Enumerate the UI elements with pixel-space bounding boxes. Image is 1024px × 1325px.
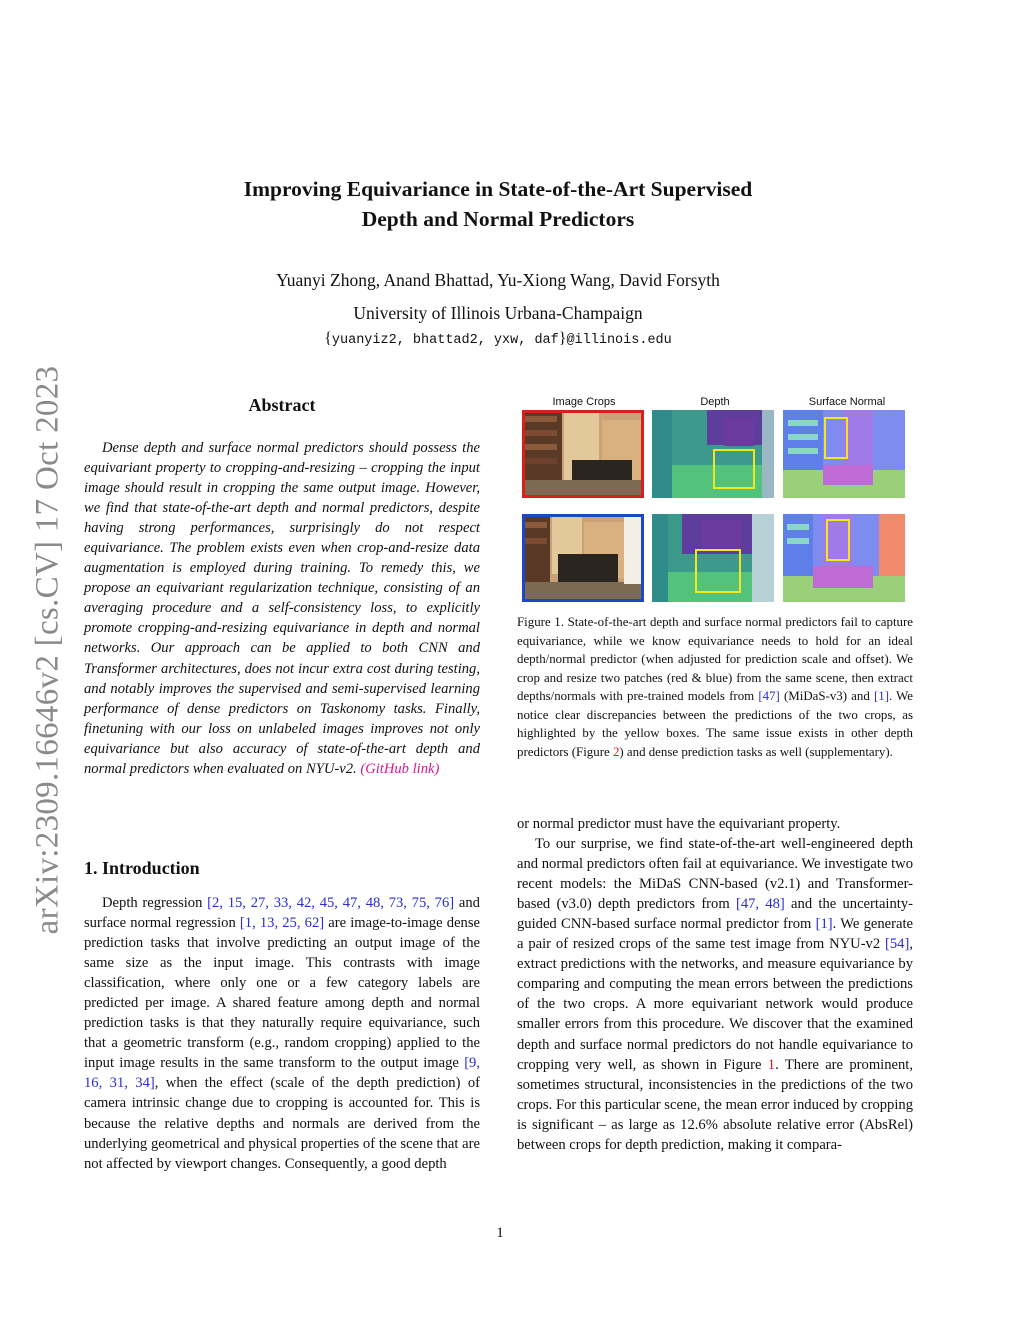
- github-link[interactable]: (GitHub link): [360, 760, 440, 777]
- citation-link[interactable]: [2, 15, 27, 33, 42, 45, 47, 48, 73, 75, 76]: [207, 895, 455, 911]
- figure-1-caption: Figure 1. State-of-the-art depth and surface normal predictors fail to capture equivariance, while we know equivariance needs to hold for an ideal depth/normal predictor (when adjusted for prediction scale and offset). We crop and resize two patches (red & blue) from the same scene, then extract depths/normals with pre-trained models from [47] (MiDaS-v3) and [1]. We notice clear discrepancies between the predictions of the two crops, as highlighted by the yellow boxes. The same issue exists in other depth predictors (Figure 2) and dense prediction tasks as well (supplementary).: [517, 615, 913, 759]
- depth-map-red: [652, 410, 774, 498]
- paragraph-continuation: or normal predictor must have the equivariant property.: [517, 816, 841, 832]
- title-line-1: Improving Equivariance in State-of-the-Art Supervised: [243, 177, 753, 201]
- header-depth: Depth: [700, 396, 730, 408]
- citation-link[interactable]: [1, 13, 25, 62]: [239, 915, 325, 932]
- figure-1: [517, 396, 913, 606]
- normal-prediction-1: [783, 410, 905, 498]
- image-crop-red: [522, 410, 644, 498]
- citation-link[interactable]: [1]: [873, 689, 889, 703]
- figure-ref-link[interactable]: 2: [612, 744, 620, 759]
- section-heading-introduction: 1. Introduction: [84, 858, 200, 878]
- abstract-heading: Abstract: [248, 395, 316, 415]
- intro-paragraph: Depth regression [2, 15, 27, 33, 42, 45, 47, 48, 73, 75, 76] and surface normal regression [1, 13, 25, 62] are image-to-image dense prediction tasks that involve predicting an output image of the same size as the input image. This contrasts with image classification, where only one or a few category labels are predicted per image. A shared feature among depth and normal prediction tasks is that they naturally require equivariance, such that a geometric transform (e.g., random cropping) applied to the input image results in the same transform to the output image [9, 16, 31, 34], when the effect (scale of the depth prediction) of camera intrinsic change due to cropping is accounted for. This is because the relative depths and normals are derived from the underlying geometrical and physical properties of the scene that are not affected by viewport changes. Consequently, a good depth: [84, 895, 480, 1172]
- image-crop-blue: [522, 514, 644, 602]
- depth-prediction-1: [652, 410, 774, 498]
- affiliation: University of Illinois Urbana-Champaign: [353, 303, 643, 323]
- citation-link[interactable]: [54]: [885, 936, 910, 953]
- citation-link[interactable]: [47, 48]: [735, 896, 785, 913]
- figure-ref-link[interactable]: 1: [767, 1056, 776, 1073]
- normal-prediction-2: [783, 514, 905, 602]
- title-line-2: Depth and Normal Predictors: [361, 207, 635, 231]
- email[interactable]: {yuanyiz2, bhattad2, yxw, daf}@illinois.edu: [324, 330, 672, 348]
- paragraph-surprise: To our surprise, we find state-of-the-art well-engineered depth and normal predictors often fail at equivariance. We investigate two recent models: the MiDaS CNN-based (v2.1) and Transformer-based (v3.0) depth predictors from [47, 48] and the uncertainty-guided CNN-based surface normal predictor from [1]. We generate a pair of resized crops of the same test image from NYU-v2 [54], extract predictions with the networks, and measure equivariance by comparing and computing the mean errors between the predictions of the two crops. A more equivariant network would produce smaller errors from this procedure. We discover that the examined depth and surface normal predictors do not handle equivariance to cropping very well, as shown in Figure 1. There are prominent, sometimes structural, inconsistencies in the predictions of the two crops. For this particular scene, the mean error induced by cropping is significant – as large as 12.6% absolute relative error (AbsRel) between crops for depth prediction, making it compara-: [517, 836, 913, 1153]
- depth-map-blue: [652, 514, 774, 602]
- authors: Yuanyi Zhong, Anand Bhattad, Yu-Xiong Wang, David Forsyth: [276, 270, 720, 290]
- paper-title: [100, 174, 896, 234]
- normal-map-blue: [783, 514, 905, 602]
- normal-map-red: [783, 410, 905, 498]
- citation-link[interactable]: [9, 16, 31, 34]: [84, 1055, 480, 1092]
- page-number: 1: [496, 1225, 504, 1241]
- citation-link[interactable]: [47]: [758, 689, 780, 703]
- room-photo-crop-1: [522, 410, 644, 498]
- depth-prediction-2: [652, 514, 774, 602]
- abstract-body: Dense depth and surface normal predictors should possess the equivariant property to cropping-and-resizing – cropping the input image should result in cropping the same output image. However, we find that state-of-the-art depth and normal predictors, despite having strong performances, surprisingly do not respect equivariance. The problem exists even when crop-and-resize data augmentation is employed during training. To remedy this, we propose an equivariant regularization technique, consisting of an averaging procedure and a self-consistency loss, to explicitly promote cropping-and-resizing equivariance in depth and normal networks. Our approach can be applied to both CNN and Transformer architectures, does not incur extra cost during testing, and notably improves the supervised and semi-supervised learning performance of dense predictors on Taskonomy tasks. Finally, finetuning with our loss on unlabeled images improves not only equivariance but also accuracy of state-of-the-art depth and normal predictors when evaluated on NYU-v2. (GitHub link): [84, 440, 480, 777]
- citation-link[interactable]: [1]: [815, 916, 833, 933]
- header-image-crops: Image Crops: [552, 396, 616, 408]
- room-photo-crop-2: [522, 514, 644, 602]
- header-surface-normal: Surface Normal: [808, 396, 886, 408]
- right-column-text: [517, 814, 913, 1155]
